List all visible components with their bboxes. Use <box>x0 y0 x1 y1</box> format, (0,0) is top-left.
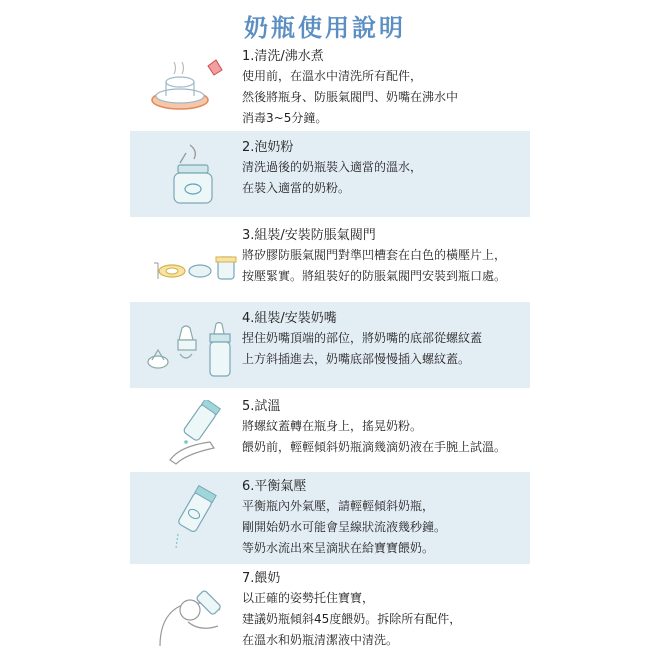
step-text: 以正確的姿勢托住寶寶， <box>242 591 375 605</box>
step-text: 剛開始奶水可能會呈線狀流液幾秒鐘。 <box>242 520 447 534</box>
tilted-bottle-icon <box>130 484 240 554</box>
step-heading: 1.清洗/沸水煮 <box>242 49 324 64</box>
step-heading: 4.組裝/安裝奶嘴 <box>242 311 337 326</box>
step-text: 將矽膠防脹氣閥門對準凹槽套在白色的橫壓片上， <box>242 248 507 262</box>
step-heading: 5.試溫 <box>242 399 281 414</box>
step-text: 使用前，在溫水中清洗所有配件， <box>242 69 423 83</box>
step-text: 然後將瓶身、防脹氣閥門、奶嘴在沸水中 <box>242 90 459 104</box>
page-title: 奶瓶使用說明 <box>244 14 406 42</box>
step-heading: 3.組裝/安裝防脹氣閥門 <box>242 228 376 243</box>
step-6 <box>130 472 530 564</box>
step-text: 在裝入適當的奶粉。 <box>242 181 351 195</box>
step-text: 上方斜插進去，奶嘴底部慢慢插入螺紋蓋。 <box>242 352 471 366</box>
step-text: 按壓緊實。將組裝好的防脹氣閥門安裝到瓶口處。 <box>242 269 507 283</box>
step-heading: 2.泡奶粉 <box>242 140 294 155</box>
step-text: 平衡瓶內外氣壓，請輕輕傾斜奶瓶， <box>242 499 435 513</box>
feeding-baby-icon <box>130 576 240 646</box>
step-text: 清洗過後的奶瓶裝入適當的溫水， <box>242 160 423 174</box>
step-text: 在溫水和奶瓶清潔液中清洗。 <box>242 633 399 647</box>
step-heading: 6.平衡氣壓 <box>242 479 307 494</box>
valve-parts-icon <box>130 247 240 287</box>
step-text: 捏住奶嘴頂端的部位，將奶嘴的底部從螺紋蓋 <box>242 331 483 345</box>
step-3 <box>130 223 530 291</box>
step-text: 等奶水流出來呈滴狀在給寶寶餵奶。 <box>242 541 435 555</box>
step-7 <box>130 566 530 650</box>
step-text: 餵奶前，輕輕傾斜奶瓶滴幾滴奶液在手腕上試溫。 <box>242 440 507 454</box>
boiling-pot-icon <box>130 52 240 122</box>
wrist-test-icon <box>130 400 240 466</box>
step-5 <box>130 394 530 468</box>
bottle-powder-icon <box>130 139 240 211</box>
step-4 <box>130 302 530 388</box>
step-text: 將螺紋蓋轉在瓶身上，搖晃奶粉。 <box>242 419 423 433</box>
step-1 <box>130 42 530 128</box>
step-heading: 7.餵奶 <box>242 571 281 586</box>
nipple-assembly-icon <box>130 320 240 382</box>
step-text: 消毒3~5分鐘。 <box>242 111 328 125</box>
step-text: 建議奶瓶傾斜45度餵奶。拆除所有配件， <box>242 612 462 626</box>
step-2 <box>130 131 530 217</box>
